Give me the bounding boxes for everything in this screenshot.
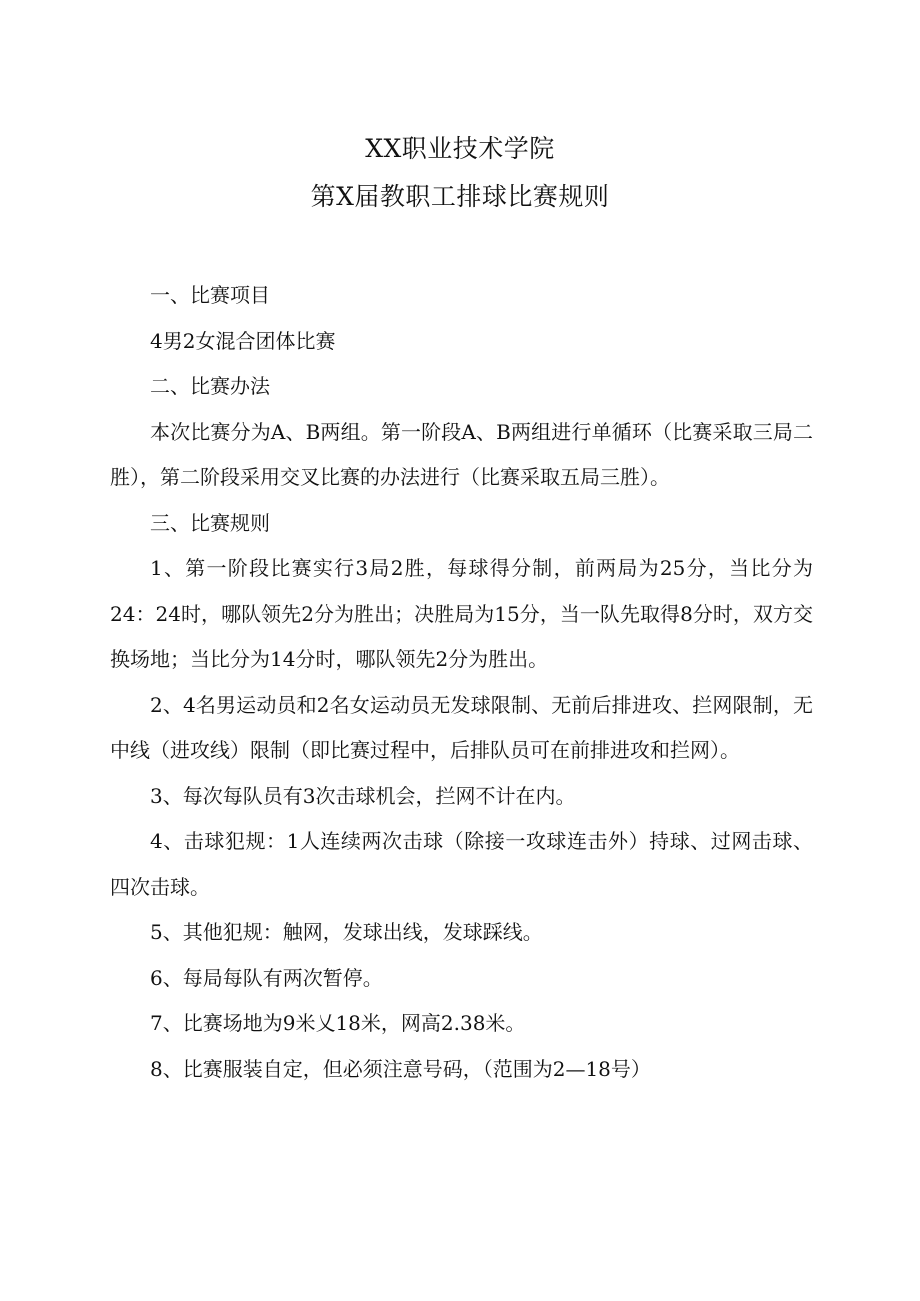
rule-item: 5、其他犯规：触网，发球出线，发球踩线。 — [150, 920, 543, 944]
section-heading-events: 一、比赛项目 — [150, 283, 270, 307]
rule-item: 2、4名男运动员和2名女运动员无发球限制、无前后排进攻、拦网限制，无中线（进攻线）限制（即比赛过程中，后排队员可在前排进攻和拦网）。 — [110, 692, 813, 762]
rule-item: 1、第一阶段比赛实行3局2胜，每球得分制，前两局为25分，当比分为24：24时，哪队领先2分为胜出；决胜局为15分，当一队先取得8分时，双方交换场地；当比分为14分时，哪队领先2分为胜出。 — [110, 556, 813, 671]
section-heading-rules: 三、比赛规则 — [150, 510, 270, 535]
rule-item: 8、比赛服装自定，但必须注意号码，（范围为2—18号） — [150, 1056, 651, 1081]
section-text-method: 本次比赛分为A、B两组。第一阶段A、B两组进行单循环（比赛采取三局二胜），第二阶段采用交叉比赛的办法进行（比赛采取五局三胜）。 — [110, 419, 813, 489]
section-text-events: 4男2女混合团体比赛 — [150, 328, 336, 353]
rule-item: 6、每局每队有两次暂停。 — [150, 965, 383, 990]
rule-item: 7、比赛场地为9米乂18米，网高2.38米。 — [150, 1011, 526, 1035]
document-title-line1: XX职业技术学院 — [365, 134, 555, 163]
rule-item: 3、每次每队员有3次击球机会，拦网不计在内。 — [150, 783, 576, 808]
section-heading-method: 二、比赛办法 — [150, 374, 270, 398]
rule-item: 4、击球犯规：1人连续两次击球（除接一攻球连击外）持球、过网击球、四次击球。 — [110, 829, 813, 899]
document-body — [110, 273, 813, 1092]
document-title-line2: 第X届教职工排球比赛规则 — [310, 182, 610, 211]
